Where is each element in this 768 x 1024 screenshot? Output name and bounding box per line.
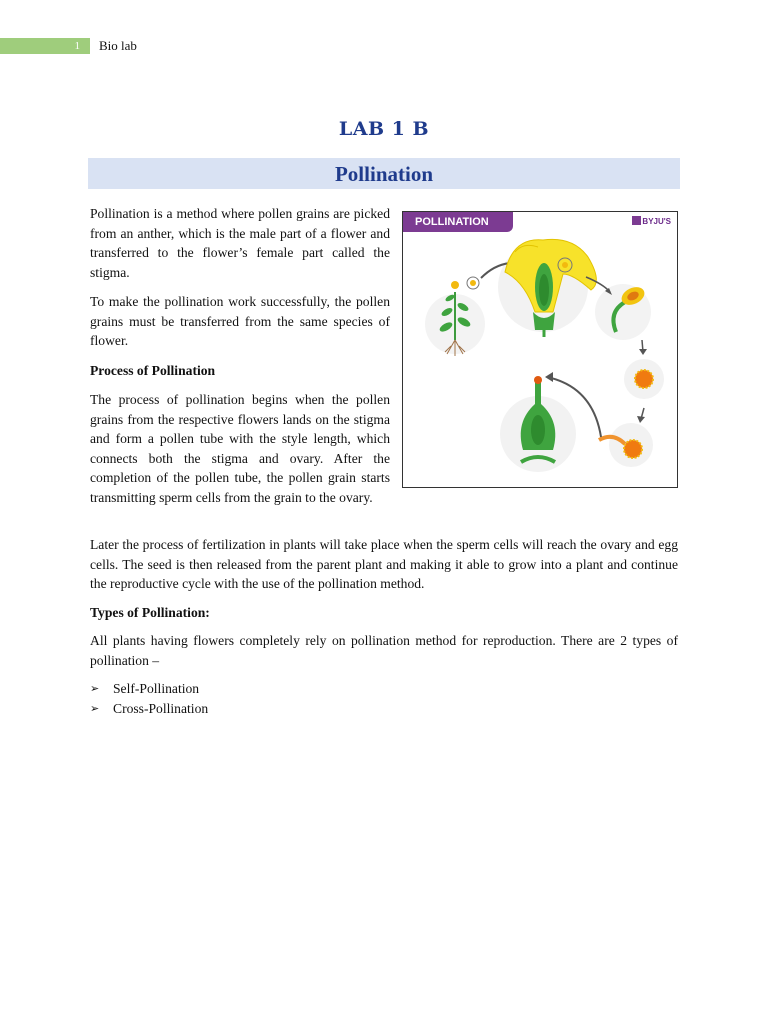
left-column-text [90,204,390,517]
logo-text: BYJU'S [642,217,671,226]
header-title: Bio lab [99,38,137,53]
section-title: Pollination [334,162,434,186]
figure-title-bar [403,212,513,232]
byjus-logo [632,216,671,228]
section-banner [88,158,680,189]
lab-title: LAB 1 B [338,118,430,140]
process-paragraph: The process of pollination begins when the pollen grains from the respective flowers lands on the stigma and form a pollen tube with the style length, which connects both the stigma and ovary. After the completion of the pollen tube, the pollen grain starts transmitting sperm cells from the grain to the ovary. [90,392,390,505]
pollination-illustration [403,212,677,487]
pistil-icon [521,376,556,462]
logo-mark-icon [632,216,641,225]
types-list [90,679,678,719]
fertilization-paragraph: Later the process of fertilization in plants will take place when the sperm cells will reach the ovary and egg cells. The seed is then released from the parent plant and making it able to grow into a plant and continue the reproductive cycle with the use of the pollination method. [90,537,678,591]
types-heading: Types of Pollination: [90,604,210,620]
list-item-label: Cross-Pollination [113,701,209,716]
intro-paragraph-2: To make the pollination work successfully, the pollen grains must be transferred from the same species of flower. [90,294,390,348]
page-number: 1 [74,40,80,52]
list-item [90,679,678,699]
arrow-bullet-icon: ➢ [90,682,100,695]
pollination-figure [402,211,678,488]
intro-paragraph-1: Pollination is a method where pollen grains are picked from an anther, which is the male part of a flower and transferred to the flower’s female part called the stigma. [90,206,390,280]
process-heading: Process of Pollination [90,362,216,378]
page-number-tab [0,38,90,54]
pollen-grain-icon [635,370,653,388]
list-item-label: Self-Pollination [113,681,200,696]
types-paragraph: All plants having flowers completely rely on pollination method for reproduction. There are 2 types of pollination – [90,633,678,668]
full-width-text [90,535,678,719]
figure-title: POLLINATION [415,216,489,228]
list-item [90,699,678,719]
arrow-bullet-icon: ➢ [90,702,100,715]
